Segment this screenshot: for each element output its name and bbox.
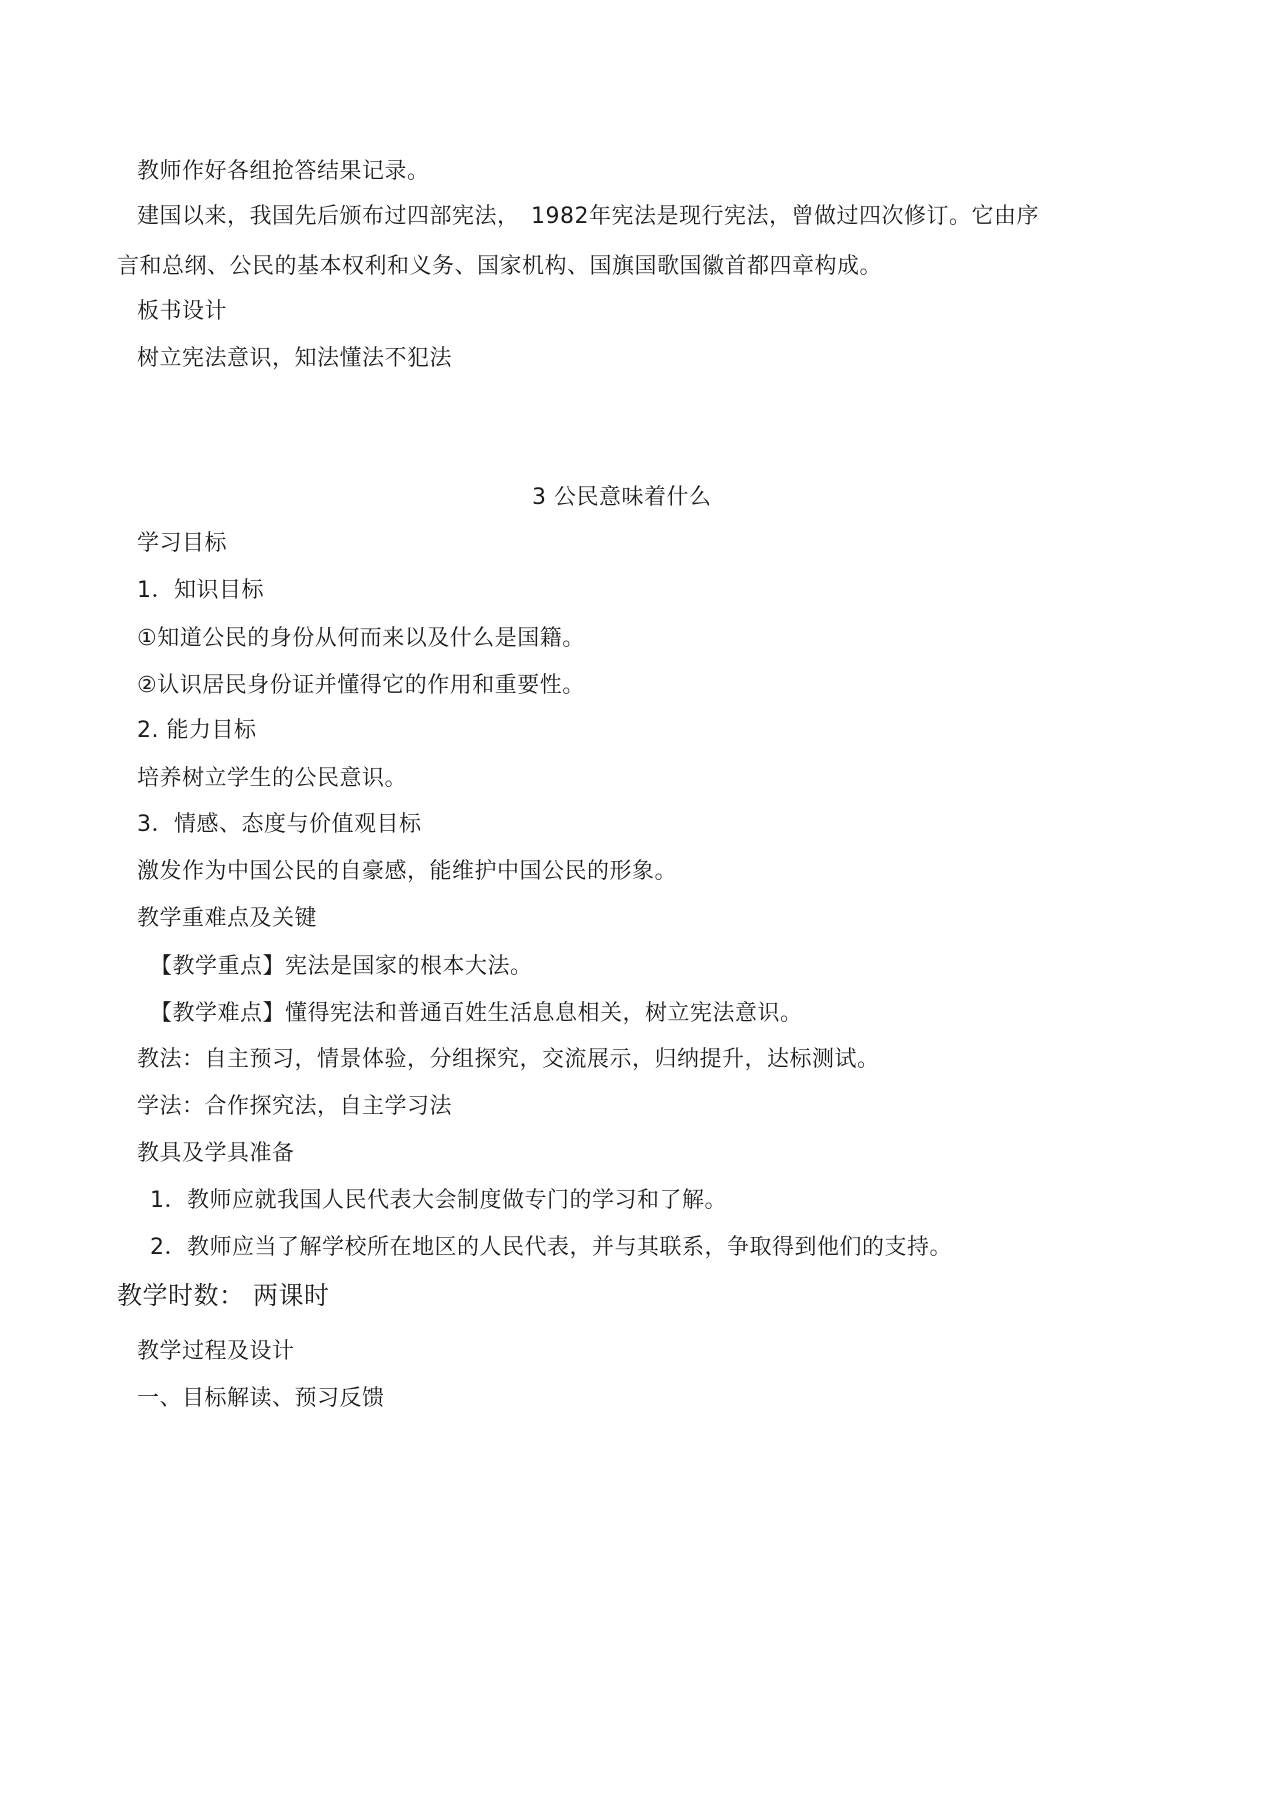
ability-goal-text: 培养树立学生的公民意识。	[137, 766, 408, 791]
knowledge-goal-item-1: ①知道公民的身份从何而来以及什么是国籍。	[137, 626, 585, 651]
knowledge-goal-heading: 1．知识目标	[137, 578, 264, 603]
tools-item-2: 2．教师应当了解学校所在地区的人民代表，并与其联系，争取得到他们的支持。	[150, 1235, 952, 1260]
teaching-hours: 教学时数： 两课时	[117, 1281, 330, 1310]
board-design-heading: 板书设计	[137, 299, 228, 324]
paragraph-constitution-line2: 言和总纲、公民的基本权利和义务、国家机构、国旗国歌国徽首都四章构成。	[117, 254, 883, 279]
teaching-difficult-point: 【教学难点】懂得宪法和普通百姓生活息息相关，树立宪法意识。	[150, 1001, 803, 1026]
teaching-process-heading: 教学过程及设计	[137, 1339, 295, 1364]
learning-methods: 学法：合作探究法，自主学习法	[137, 1094, 453, 1119]
paragraph-teacher-record: 教师作好各组抢答结果记录。	[137, 159, 430, 184]
emotion-goal-text: 激发作为中国公民的自豪感，能维护中国公民的形象。	[137, 859, 678, 884]
tools-heading: 教具及学具准备	[137, 1141, 295, 1166]
tools-item-1: 1．教师应就我国人民代表大会制度做专门的学习和了解。	[150, 1188, 727, 1213]
knowledge-goal-item-2: ②认识居民身份证并懂得它的作用和重要性。	[137, 673, 585, 698]
teaching-methods: 教法：自主预习，情景体验，分组探究，交流展示，归纳提升，达标测试。	[137, 1047, 880, 1072]
section-title: 3 公民意味着什么	[532, 485, 712, 510]
paragraph-constitution-line1: 建国以来，我国先后颁布过四部宪法， 1982年宪法是现行宪法，曾做过四次修订。它由序	[137, 204, 1039, 229]
emotion-goal-heading: 3．情感、态度与价值观目标	[137, 812, 422, 837]
process-step-1: 一、目标解读、预习反馈	[137, 1386, 385, 1411]
board-design-text: 树立宪法意识，知法懂法不犯法	[137, 346, 453, 371]
key-points-heading: 教学重难点及关键	[137, 906, 318, 931]
teaching-key-point: 【教学重点】宪法是国家的根本大法。	[150, 954, 533, 979]
ability-goal-heading: 2. 能力目标	[137, 718, 257, 743]
learning-goals-heading: 学习目标	[137, 531, 228, 556]
